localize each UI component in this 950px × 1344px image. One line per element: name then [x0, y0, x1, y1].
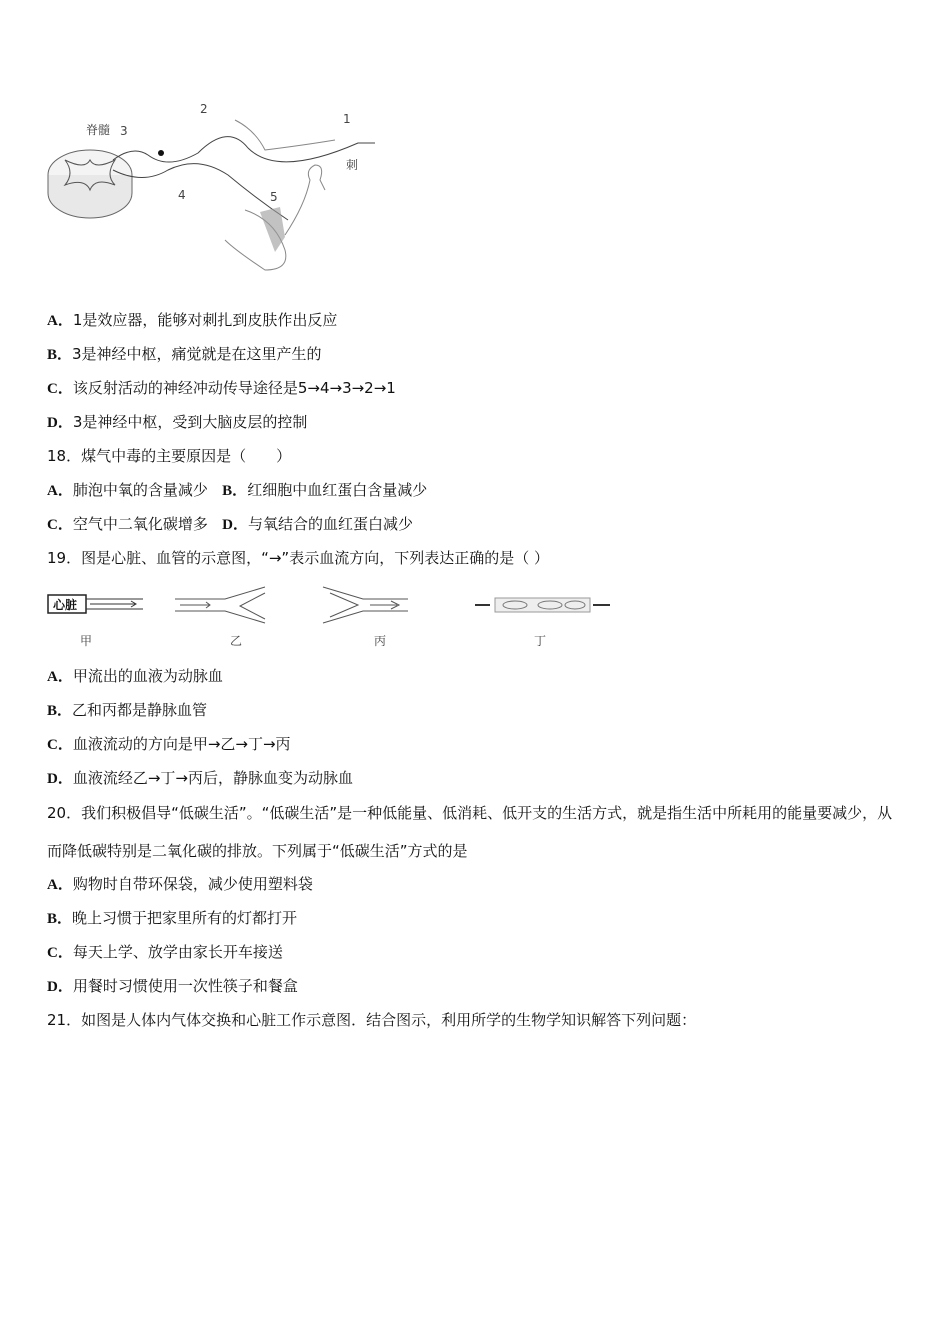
heart-vessels-figure [45, 585, 620, 625]
q19-option-a: A．甲流出的血液为动脉血 [47, 667, 223, 685]
q19-stem: 19．图是心脏、血管的示意图，“→”表示血流方向，下列表达正确的是（ ） [47, 549, 549, 567]
q20-option-d: D．用餐时习惯使用一次性筷子和餐盒 [47, 977, 298, 995]
q20-option-c: C．每天上学、放学由家长开车接送 [47, 943, 283, 961]
q17-option-a: A．1是效应器，能够对刺扎到皮肤作出反应 [47, 311, 338, 329]
q20-option-a: A．购物时自带环保袋，减少使用塑料袋 [47, 875, 313, 893]
q17-option-c: C．该反射活动的神经冲动传导途径是5→4→3→2→1 [47, 379, 396, 397]
q18-options-ab: A．肺泡中氧的含量减少 B．红细胞中血红蛋白含量减少 [47, 481, 428, 499]
label-3: 3 [120, 124, 128, 138]
label-yi: 乙 [230, 634, 243, 648]
q19-option-c: C．血液流动的方向是甲→乙→丁→丙 [47, 735, 291, 753]
label-ding: 丁 [534, 634, 547, 648]
q21-stem: 21．如图是人体内气体交换和心脏工作示意图．结合图示，利用所学的生物学知识解答下列问题： [47, 1011, 697, 1029]
label-jia: 甲 [80, 634, 93, 648]
q18-stem: 18．煤气中毒的主要原因是（ ） [47, 447, 292, 465]
label-2: 2 [200, 102, 208, 116]
heart-label: 心脏 [53, 598, 78, 612]
q20-stem: 20．我们积极倡导“低碳生活”。“低碳生活”是一种低能量、低消耗、低开支的生活方式，就是指生活中所耗用的能量要减少，从而降低碳特别是二氧化碳的排放。下列属于“低碳生活”方式的是 [47, 804, 893, 860]
label-1: 1 [343, 112, 351, 126]
q19-option-b: B．乙和丙都是静脉血管 [47, 701, 208, 719]
label-5: 5 [270, 190, 278, 204]
label-bing: 丙 [374, 634, 387, 648]
q20-option-b: B．晚上习惯于把家里所有的灯都打开 [47, 909, 298, 927]
q17-option-b: B．3是神经中枢，痛觉就是在这里产生的 [47, 345, 322, 363]
q18-options-cd: C．空气中二氧化碳增多 D．与氧结合的血红蛋白减少 [47, 515, 414, 533]
q19-option-d: D．血液流经乙→丁→丙后，静脉血变为动脉血 [47, 769, 353, 787]
label-4: 4 [178, 188, 186, 202]
q17-option-d: D．3是神经中枢，受到大脑皮层的控制 [47, 413, 308, 431]
prick-label: 刺 [346, 158, 359, 172]
spinal-cord-label: 脊髓 [86, 123, 111, 137]
